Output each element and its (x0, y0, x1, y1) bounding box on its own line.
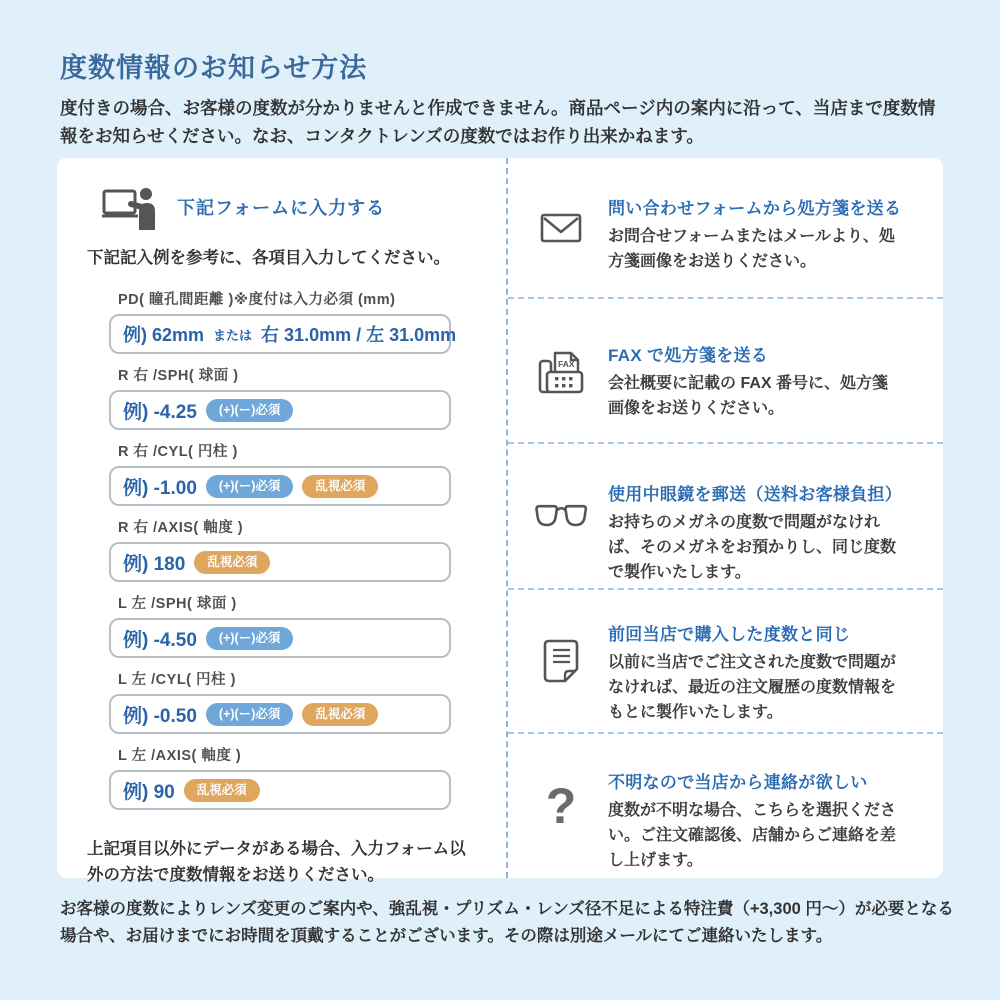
field-l-sph (109, 592, 451, 658)
field-label: PD( 瞳孔間距離 )※度付は入力必須 (mm) (118, 292, 396, 308)
form-fields (109, 288, 457, 810)
form-column (57, 158, 508, 885)
field-example: 例) -4.25 (123, 401, 197, 423)
l-sph-input[interactable] (109, 618, 451, 658)
method-title: 前回当店で購入した度数と同じ (608, 625, 851, 644)
form-note: 上記項目以外にデータがある場合、入力フォーム以外の方法で度数情報をお送りください。 (87, 840, 466, 885)
footer-note: お客様の度数によりレンズ変更のご案内や、強乱視・プリズム・レンズ径不足による特注費（+3,300 円～）が必要となる場合や、お届けまでにお時間を頂戴することがございます。その際は別途メールにてご連絡いたします。 (60, 900, 954, 946)
field-r-axis (109, 516, 451, 582)
field-label: L 左 /CYL( 円柱 ) (118, 672, 236, 688)
field-example: 例) 62mm (123, 325, 205, 345)
form-header (101, 184, 506, 230)
l-axis-input[interactable] (109, 770, 451, 810)
l-cyl-input[interactable] (109, 694, 451, 734)
field-r-sph (109, 364, 451, 430)
field-example: 例) -4.50 (123, 629, 197, 651)
method-title: FAX で処方箋を送る (608, 346, 769, 365)
field-r-cyl (109, 440, 451, 506)
field-example: 例) 180 (123, 553, 186, 575)
r-cyl-input[interactable] (109, 466, 451, 506)
field-l-axis (109, 744, 451, 810)
document-icon (532, 639, 590, 683)
mail-icon (532, 212, 590, 244)
method-body: 会社概要に記載の FAX 番号に、処方箋画像をお送りください。 (608, 375, 889, 417)
field-l-cyl (109, 668, 451, 734)
plus-minus-required-badge: (+)(ー)必須 (206, 399, 293, 422)
field-example-suffix: 右 31.0mm / 左 31.0mm (261, 325, 457, 345)
field-example: 例) 90 (123, 781, 175, 803)
method-mail-glasses (508, 444, 943, 590)
methods-column (508, 158, 943, 878)
fax-icon (532, 348, 590, 394)
page-title: 度数情報のお知らせ方法 (60, 53, 368, 83)
plus-minus-required-badge: (+)(ー)必須 (206, 627, 293, 650)
field-label: L 左 /SPH( 球面 ) (118, 596, 237, 612)
method-contact-form (508, 158, 943, 299)
person-at-computer-icon (101, 184, 159, 230)
field-example-connector: または (213, 327, 253, 343)
question-glyph: ? (545, 778, 577, 834)
method-body: お問合せフォームまたはメールより、処方箋画像をお送りください。 (608, 228, 895, 270)
field-pd (109, 288, 457, 354)
field-label: R 右 /SPH( 球面 ) (118, 368, 239, 384)
main-panel (57, 158, 943, 885)
method-previous-order (508, 590, 943, 734)
plus-minus-required-badge: (+)(ー)必須 (206, 475, 293, 498)
form-subtitle: 下記記入例を参考に、各項目入力してください。 (87, 249, 450, 267)
astigmatism-required-badge: 乱視必須 (184, 779, 260, 802)
pd-input[interactable] (109, 314, 457, 354)
astigmatism-required-badge: 乱視必須 (302, 703, 378, 726)
method-unknown-contact (508, 734, 943, 878)
glasses-icon (532, 504, 590, 528)
fax-icon-label: FAX (558, 358, 575, 369)
field-example: 例) -0.50 (123, 705, 197, 727)
question-icon (532, 778, 590, 834)
astigmatism-required-badge: 乱視必須 (194, 551, 270, 574)
method-title: 使用中眼鏡を郵送（送料お客様負担） (608, 485, 903, 504)
field-label: R 右 /CYL( 円柱 ) (118, 444, 238, 460)
field-example: 例) -1.00 (123, 477, 197, 499)
method-body: お持ちのメガネの度数で問題がなければ、そのメガネをお預かりし、同じ度数で製作いたします。 (608, 514, 897, 581)
r-axis-input[interactable] (109, 542, 451, 582)
form-section-title: 下記フォームに入力する (177, 198, 386, 218)
astigmatism-required-badge: 乱視必須 (302, 475, 378, 498)
field-label: L 左 /AXIS( 軸度 ) (118, 748, 242, 764)
method-title: 問い合わせフォームから処方箋を送る (608, 199, 902, 218)
method-body: 度数が不明な場合、こちらを選択ください。ご注文確認後、店舗からご連絡を差し上げます。 (608, 802, 897, 869)
r-sph-input[interactable] (109, 390, 451, 430)
field-label: R 右 /AXIS( 軸度 ) (118, 520, 244, 536)
method-body: 以前に当店でご注文された度数で問題がなければ、最近の注文履歴の度数情報をもとに製作いたします。 (608, 654, 897, 721)
plus-minus-required-badge: (+)(ー)必須 (206, 703, 293, 726)
method-fax (508, 299, 943, 444)
method-title: 不明なので当店から連絡が欲しい (608, 773, 868, 792)
intro-text: 度付きの場合、お客様の度数が分かりませんと作成できません。商品ページ内の案内に沿って、当店まで度数情報をお知らせください。なお、コンタクトレンズの度数ではお作り出来かねます。 (60, 98, 936, 147)
